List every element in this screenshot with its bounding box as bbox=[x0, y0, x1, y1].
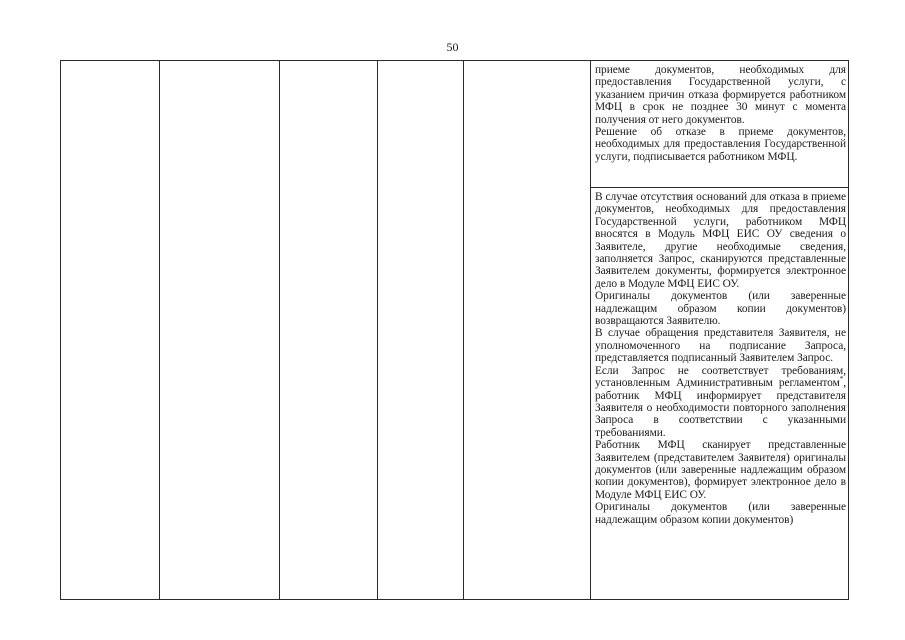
table-cell-procedure-text-top bbox=[591, 61, 849, 188]
table-cell-col-3 bbox=[280, 61, 378, 600]
table-cell-col-1 bbox=[61, 61, 160, 600]
paragraph: В случае обращения представителя Заявителя, не уполномоченного на подписание Запроса, представляется подписанный Заявителем Запрос. bbox=[595, 327, 846, 365]
table-row bbox=[61, 61, 849, 188]
table-cell-col-5 bbox=[464, 61, 591, 600]
paragraph: В случае отсутствия оснований для отказа в приеме документов, необходимых для предоставления Государственной услуги, работником МФЦ вносятся в Модуль МФЦ ЕИС ОУ сведения о Заявителе, другие необходимые сведения, заполняется Запрос, сканируются представленные Заявителем документы, формируется электронное дело в Модуле МФЦ ЕИС ОУ. bbox=[595, 191, 846, 290]
paragraph: Решение об отказе в приеме документов, необходимых для предоставления Государственной услуги, подписывается работником МФЦ. bbox=[595, 126, 846, 163]
paragraph: Работник МФЦ сканирует представленные Заявителем (представителем Заявителя) оригиналы документов (или заверенные надлежащим образом копии документов), формирует электронное дело в Модуле МФЦ ЕИС ОУ. bbox=[595, 439, 846, 501]
footnote-mark: * bbox=[839, 375, 844, 384]
paragraph: Оригиналы документов (или заверенные надлежащим образом копии документов) bbox=[595, 501, 846, 526]
paragraph-text-after: , работник МФЦ информирует представителя Заявителя о необходимости повторного заполнения Запроса в соответствии с указанными требованиями. bbox=[595, 377, 846, 439]
paragraph-text-before: Если Запрос не соответствует требованиям, установленным Административным регламентом bbox=[595, 364, 846, 390]
page-number: 50 bbox=[446, 40, 459, 54]
table-cell-col-4 bbox=[378, 61, 464, 600]
paragraph: Оригиналы документов (или заверенные надлежащим образом копии документов) возвращаются Заявителю. bbox=[595, 290, 846, 328]
paragraph: приеме документов, необходимых для предоставления Государственной услуги, с указанием причин отказа формируется работником МФЦ в срок не позднее 30 минут с момента получения от него документов. bbox=[595, 64, 846, 126]
table-cell-procedure-text-bottom bbox=[591, 188, 849, 600]
table-cell-col-2 bbox=[160, 61, 280, 600]
paragraph-with-footnote bbox=[595, 365, 846, 439]
procedure-table bbox=[60, 60, 849, 600]
